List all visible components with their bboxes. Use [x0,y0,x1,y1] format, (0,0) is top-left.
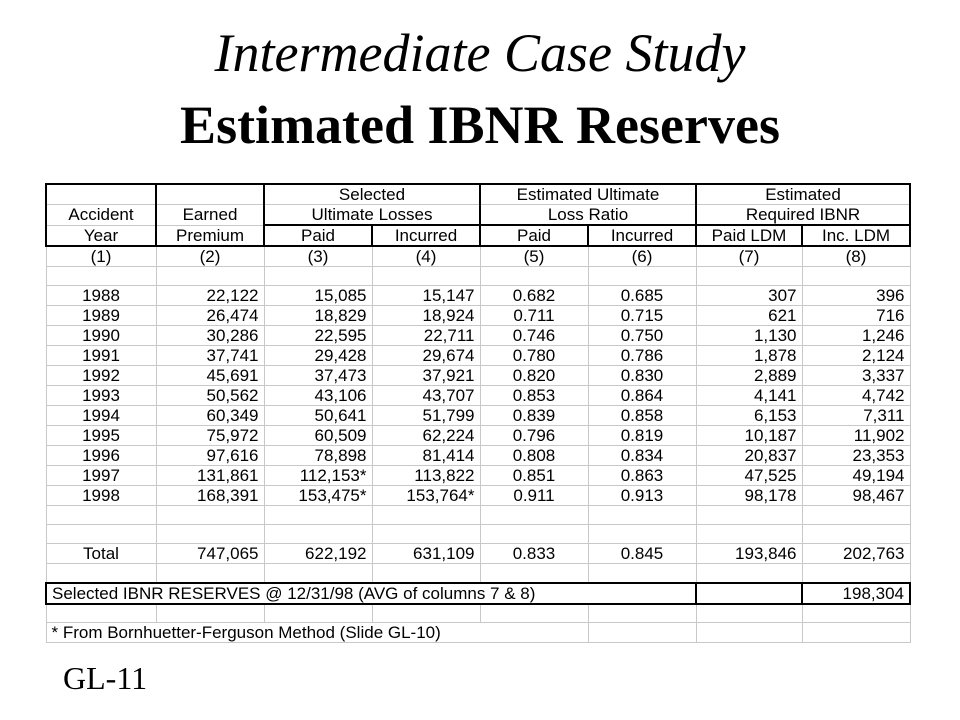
incurred-loss-ratio-cell: 0.786 [588,346,696,366]
inc-ldm-ibnr-cell: 49,194 [802,466,910,486]
paid-loss-ratio-cell: 0.808 [480,446,588,466]
accident-year-cell: 1992 [46,366,156,386]
incurred-losses-cell: 153,764* [372,486,480,506]
table-row [46,346,910,366]
paid-loss-ratio-cell: 0.839 [480,406,588,426]
earned-premium-cell: 50,562 [156,386,264,406]
paid-ldm-ibnr-cell: 307 [696,286,802,306]
slide-title-line2: Estimated IBNR Reserves [180,95,780,155]
paid-loss-ratio-cell: 0.746 [480,326,588,346]
header-year: Year [46,225,156,246]
header-row-3 [46,225,910,246]
accident-year-cell: 1991 [46,346,156,366]
incurred-loss-ratio-cell: 0.864 [588,386,696,406]
incurred-losses-cell: 51,799 [372,406,480,426]
total-inc-ldm: 202,763 [802,544,910,564]
table-row [46,366,910,386]
header-earned: Earned [156,205,264,226]
total-incurred-losses: 631,109 [372,544,480,564]
earned-premium-cell: 30,286 [156,326,264,346]
paid-ldm-ibnr-cell: 4,141 [696,386,802,406]
header-row-1 [46,184,910,205]
inc-ldm-ibnr-cell: 396 [802,286,910,306]
incurred-losses-cell: 22,711 [372,326,480,346]
paid-loss-ratio-cell: 0.911 [480,486,588,506]
inc-ldm-ibnr-cell: 3,337 [802,366,910,386]
accident-year-cell: 1997 [46,466,156,486]
footnote-row [46,623,910,643]
table-row [46,386,910,406]
inc-ldm-ibnr-cell: 7,311 [802,406,910,426]
total-row [46,544,910,564]
earned-premium-cell: 60,349 [156,406,264,426]
incurred-loss-ratio-cell: 0.830 [588,366,696,386]
column-number: (1) [46,246,156,267]
paid-losses-cell: 112,153* [264,466,372,486]
inc-ldm-ibnr-cell: 1,246 [802,326,910,346]
paid-loss-ratio-cell: 0.682 [480,286,588,306]
accident-year-cell: 1998 [46,486,156,506]
header-incurred-ratio: Incurred [588,225,696,246]
total-earned-premium: 747,065 [156,544,264,564]
header-premium: Premium [156,225,264,246]
incurred-losses-cell: 62,224 [372,426,480,446]
blank-row [46,525,910,544]
paid-ldm-ibnr-cell: 1,878 [696,346,802,366]
accident-year-cell: 1990 [46,326,156,346]
blank-row [46,564,910,583]
column-number: (6) [588,246,696,267]
accident-year-cell: 1995 [46,426,156,446]
earned-premium-cell: 22,122 [156,286,264,306]
header-accident-top [46,184,156,205]
header-row-2 [46,205,910,226]
paid-losses-cell: 153,475* [264,486,372,506]
incurred-loss-ratio-cell: 0.913 [588,486,696,506]
table-row [46,326,910,346]
paid-loss-ratio-cell: 0.851 [480,466,588,486]
paid-ldm-ibnr-cell: 2,889 [696,366,802,386]
paid-loss-ratio-cell: 0.820 [480,366,588,386]
header-paid-ldm: Paid LDM [696,225,802,246]
header-incurred-losses: Incurred [372,225,480,246]
total-incurred-ratio: 0.845 [588,544,696,564]
paid-ldm-ibnr-cell: 10,187 [696,426,802,446]
inc-ldm-ibnr-cell: 11,902 [802,426,910,446]
incurred-loss-ratio-cell: 0.834 [588,446,696,466]
paid-loss-ratio-cell: 0.780 [480,346,588,366]
incurred-loss-ratio-cell: 0.715 [588,306,696,326]
paid-losses-cell: 78,898 [264,446,372,466]
paid-ldm-ibnr-cell: 1,130 [696,326,802,346]
header-loss-ratio: Loss Ratio [480,205,696,226]
paid-loss-ratio-cell: 0.853 [480,386,588,406]
accident-year-cell: 1993 [46,386,156,406]
slide-title-line1: Intermediate Case Study [214,23,746,83]
blank-row [46,267,910,286]
column-number: (4) [372,246,480,267]
table-row [46,426,910,446]
paid-ldm-ibnr-cell: 621 [696,306,802,326]
incurred-losses-cell: 29,674 [372,346,480,366]
paid-losses-cell: 37,473 [264,366,372,386]
header-earned-top [156,184,264,205]
incurred-loss-ratio-cell: 0.858 [588,406,696,426]
incurred-losses-cell: 15,147 [372,286,480,306]
column-number-row [46,246,910,267]
incurred-loss-ratio-cell: 0.819 [588,426,696,446]
paid-losses-cell: 15,085 [264,286,372,306]
blank-row [46,506,910,525]
accident-year-cell: 1994 [46,406,156,426]
incurred-losses-cell: 113,822 [372,466,480,486]
inc-ldm-ibnr-cell: 98,467 [802,486,910,506]
paid-losses-cell: 22,595 [264,326,372,346]
incurred-losses-cell: 18,924 [372,306,480,326]
column-number: (5) [480,246,588,267]
header-paid-losses: Paid [264,225,372,246]
header-paid-ratio: Paid [480,225,588,246]
earned-premium-cell: 45,691 [156,366,264,386]
accident-year-cell: 1996 [46,446,156,466]
table-row [46,486,910,506]
table-row [46,406,910,426]
blank-row [46,604,910,623]
header-required-ibnr: Required IBNR [696,205,910,226]
inc-ldm-ibnr-cell: 4,742 [802,386,910,406]
inc-ldm-ibnr-cell: 2,124 [802,346,910,366]
ibnr-reserves-table [45,183,911,643]
header-accident: Accident [46,205,156,226]
total-label: Total [46,544,156,564]
incurred-losses-cell: 43,707 [372,386,480,406]
paid-ldm-ibnr-cell: 98,178 [696,486,802,506]
earned-premium-cell: 37,741 [156,346,264,366]
earned-premium-cell: 168,391 [156,486,264,506]
incurred-loss-ratio-cell: 0.863 [588,466,696,486]
total-paid-ratio: 0.833 [480,544,588,564]
incurred-loss-ratio-cell: 0.685 [588,286,696,306]
header-ultimate-losses: Ultimate Losses [264,205,480,226]
paid-loss-ratio-cell: 0.796 [480,426,588,446]
table-row [46,446,910,466]
incurred-loss-ratio-cell: 0.750 [588,326,696,346]
earned-premium-cell: 97,616 [156,446,264,466]
paid-losses-cell: 18,829 [264,306,372,326]
paid-losses-cell: 60,509 [264,426,372,446]
table-row [46,466,910,486]
paid-ldm-ibnr-cell: 47,525 [696,466,802,486]
inc-ldm-ibnr-cell: 716 [802,306,910,326]
paid-losses-cell: 29,428 [264,346,372,366]
table-row [46,286,910,306]
selected-ibnr-row [46,583,910,604]
total-paid-losses: 622,192 [264,544,372,564]
paid-loss-ratio-cell: 0.711 [480,306,588,326]
inc-ldm-ibnr-cell: 23,353 [802,446,910,466]
incurred-losses-cell: 81,414 [372,446,480,466]
column-number: (8) [802,246,910,267]
header-estimated-ultimate: Estimated Ultimate [480,184,696,205]
total-paid-ldm: 193,846 [696,544,802,564]
paid-losses-cell: 43,106 [264,386,372,406]
earned-premium-cell: 26,474 [156,306,264,326]
paid-ldm-ibnr-cell: 6,153 [696,406,802,426]
table-row [46,306,910,326]
earned-premium-cell: 131,861 [156,466,264,486]
accident-year-cell: 1988 [46,286,156,306]
earned-premium-cell: 75,972 [156,426,264,446]
slide-id: GL-11 [63,660,148,696]
footnote: * From Bornhuetter-Ferguson Method (Slide GL-10) [46,623,588,643]
header-estimated: Estimated [696,184,910,205]
paid-ldm-ibnr-cell: 20,837 [696,446,802,466]
selected-ibnr-value: 198,304 [802,583,910,604]
paid-losses-cell: 50,641 [264,406,372,426]
selected-ibnr-label: Selected IBNR RESERVES @ 12/31/98 (AVG of columns 7 & 8) [46,583,696,604]
column-number: (3) [264,246,372,267]
accident-year-cell: 1989 [46,306,156,326]
header-selected: Selected [264,184,480,205]
column-number: (7) [696,246,802,267]
column-number: (2) [156,246,264,267]
header-inc-ldm: Inc. LDM [802,225,910,246]
incurred-losses-cell: 37,921 [372,366,480,386]
